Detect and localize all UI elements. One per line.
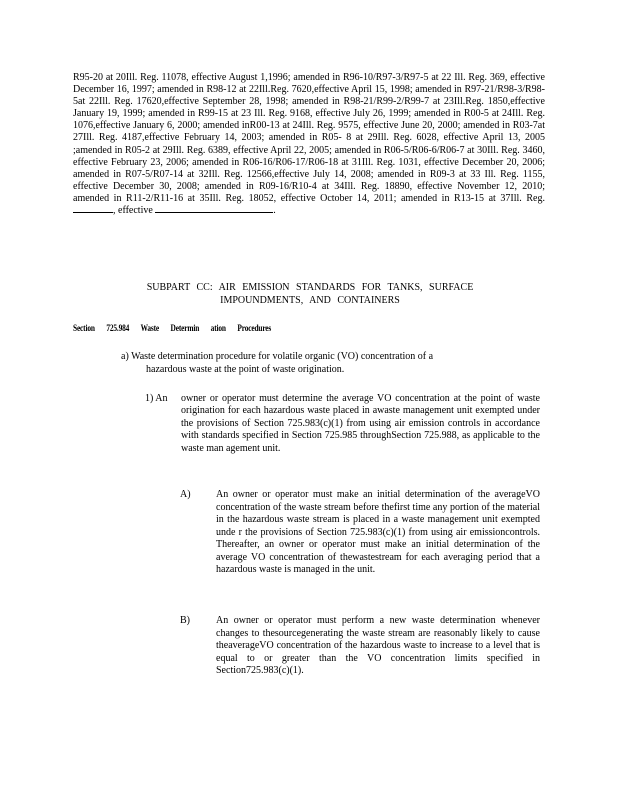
register-page-blank bbox=[73, 211, 113, 213]
section-number: 725.984 bbox=[106, 323, 130, 333]
paragraph-a bbox=[121, 351, 493, 376]
subparagraph-b bbox=[180, 615, 540, 678]
section-heading bbox=[73, 323, 319, 333]
paragraph-1-text: owner or operator must determine the average VO concentration at the point of waste origination for each hazardous waste placed in awaste management unit exempted under the provisions of Section 725.983(c)(1) from using air emission controls in accordance with standards specified in Section 725.985 throughSection 725.988, as applicable to the waste man agement unit. bbox=[181, 393, 540, 454]
subpart-heading bbox=[120, 282, 500, 307]
effective-date-blank bbox=[155, 211, 273, 213]
subparagraph-a bbox=[180, 489, 540, 577]
section-label: Section bbox=[73, 323, 95, 333]
subpart-heading-line-2: IMPOUNDMENTS, AND CONTAINERS bbox=[220, 294, 400, 306]
history-end-punct: . bbox=[273, 205, 276, 217]
subparagraph-b-label: B) bbox=[180, 615, 190, 626]
subparagraph-a-label: A) bbox=[180, 489, 191, 500]
paragraph-1-label: 1) An bbox=[145, 393, 168, 404]
section-title: Waste Determin ation Procedures bbox=[140, 323, 272, 333]
subpart-heading-line-1: SUBPART CC: AIR EMISSION STANDARDS FOR TANKS, SURFACE bbox=[146, 282, 474, 293]
paragraph-1 bbox=[145, 393, 540, 455]
paragraph-a-line-2: hazardous waste at the point of waste origination. bbox=[146, 363, 345, 375]
subparagraph-b-text: An owner or operator must perform a new waste determination whenever changes to thesourcegenerating the waste stream are reasonably likely to cause theaverageVO concentration of the hazardous waste to increase to a level that is equal to or greater than the VO concentration limits specified in Section725.983(c)(1). bbox=[216, 615, 540, 676]
paragraph-a-line-1: a) Waste determination procedure for volatile organic (VO) concentration of a bbox=[121, 351, 434, 362]
effective-label: effective bbox=[118, 205, 153, 217]
subparagraph-a-text: An owner or operator must make an initial determination of the averageVO concentration of the waste stream before thefirst time any portion of the material in the hazardous waste stream is placed in a waste management unit exempted unde r the provisions of Section 725.983(c)(1) from using air emissioncontrols. Thereafter, an owner or operator must make an initial determination of the average VO concentration of thewastestream for each averaging period that a hazardous waste is managed in the unit. bbox=[216, 489, 540, 575]
history-text: R95-20 at 20Ill. Reg. 11078, effective August 1,1996; amended in R96-10/R97-3/R97-5 at 22 Ill. Reg. 369, effective December 16, 1997; amended in R98-12 at 22Ill.Reg. 7620,effective April 15, 1998; amended in R97-21/R98-3/R98-5at 22Ill. Reg. 17620,effective September 28, 1998; amended in R98-21/R99-2/R99-7 at 23Ill.Reg. 1850,effective January 19, 1999; amended in R99-15 at 23 Ill. Reg. 9168, effective July 26, 1999; amended in R00-5 at 24Ill. Reg. 1076,effective January 6, 2000; amended inR00-13 at 24Ill. Reg. 9575, effective June 20, 2000; amended in R03-7at 27Ill. Reg. 4187,effective February 14, 2003; amended in R05- 8 at 29Ill. Reg. 6028, effective April 13, 2005 ;amended in R05-2 at 29Ill. Reg. 6389, effective April 22, 2005; amended in R06-5/R06-6/R06-7 at 30Ill. Reg. 3460, effective February 23, 2006; amended in R06-16/R06-17/R06-18 at 31Ill. Reg. 1031, effective December 20, 2006; amended in R07-5/R07-14 at 32Ill. Reg. 12566,effective July 14, 2008; amended in R09-3 at 33 Ill. Reg. 1155, effective December 30, 2008; amended in R09-16/R10-4 at 34Ill. Reg. 18890, effective November 12, 2010; amended in R11-2/R11-16 at 35Ill. Reg. 18052, effective October 14, 2011; amended in R13-15 at 37Ill. Reg. bbox=[73, 72, 545, 204]
source-history-note: R95-20 at 20Ill. Reg. 11078, effective August 1,1996; amended in R96-10/R97-3/R97-5 at 22 Ill. Reg. 369, effective December 16, 1997; amended in R98-12 at 22Ill.Reg. 7620,effective April 15, 1998; amended in R97-21/R98-3/R98-5at 22Ill. Reg. 17620,effective September 28, 1998; amended in R98-21/R99-2/R99-7 at 23Ill.Reg. 1850,effective January 19, 1999; amended in R99-15 at 23 Ill. Reg. 9168, effective July 26, 1999; amended in R00-5 at 24Ill. Reg. 1076,effective January 6, 2000; amended inR00-13 at 24Ill. Reg. 9575, effective June 20, 2000; amended in R03-7at 27Ill. Reg. 4187,effective February 14, 2003; amended in R05- 8 at 29Ill. Reg. 6028, effective April 13, 2005 ;amended in R05-2 at 29Ill. Reg. 6389, effective April 22, 2005; amended in R06-5/R06-6/R06-7 at 30Ill. Reg. 3460, effective February 23, 2006; amended in R06-16/R06-17/R06-18 at 31Ill. Reg. 1031, effective December 20, 2006; amended in R07-5/R07-14 at 32Ill. Reg. 12566,effective July 14, 2008; amended in R09-3 at 33 Ill. Reg. 1155, effective December 30, 2008; amended in R09-16/R10-4 at 34Ill. Reg. 18890, effective November 12, 2010; amended in R11-2/R11-16 at 35Ill. Reg. 18052, effective October 14, 2011; amended in R13-15 at 37Ill. Reg. , effective . bbox=[73, 72, 545, 217]
